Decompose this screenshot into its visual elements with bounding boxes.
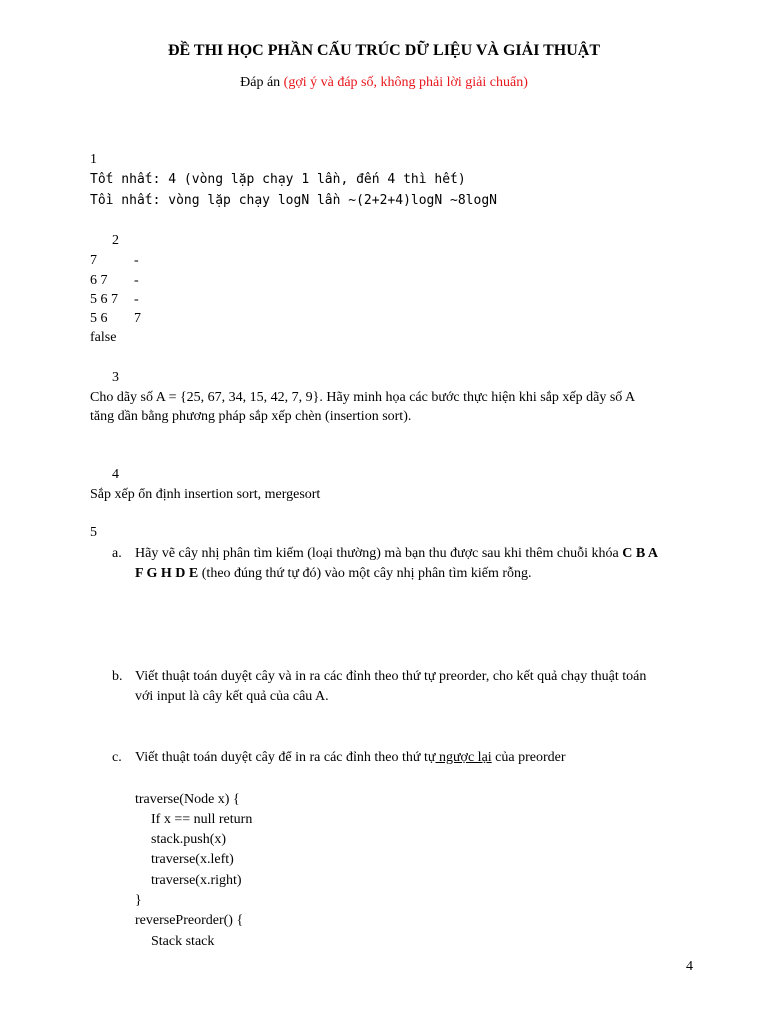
answer-note: (gợi ý và đáp số, không phải lời giải chuẩn) bbox=[283, 75, 528, 90]
question-3-text-line-1: Cho dãy số A = {25, 67, 34, 15, 42, 7, 9}. Hãy minh họa các bước thực hiện khi sắp xếp dãy số A bbox=[90, 390, 636, 405]
question-5c-line bbox=[135, 748, 566, 768]
code-line-8: Stack stack bbox=[151, 934, 215, 949]
question-2-row-4-a: 5 6 bbox=[90, 311, 108, 326]
answer-subtitle bbox=[0, 73, 768, 93]
question-5c-text: Viết thuật toán duyệt cây để in ra các đỉnh theo thứ tự bbox=[135, 750, 436, 765]
question-2-row-4-b: 7 bbox=[134, 311, 141, 326]
code-line-2: If x == null return bbox=[151, 812, 253, 827]
question-2-row-2-b: - bbox=[134, 273, 139, 288]
question-5-number: 5 bbox=[90, 525, 97, 540]
question-4-number: 4 bbox=[112, 467, 119, 482]
code-line-1: traverse(Node x) { bbox=[135, 792, 240, 807]
question-3-text-line-2: tăng dần bằng phương pháp sắp xếp chèn (insertion sort). bbox=[90, 409, 412, 424]
question-1-best-case: Tốt nhất: 4 (vòng lặp chạy 1 lần, đến 4 thì hết) bbox=[90, 172, 466, 187]
document-title: ĐỀ THI HỌC PHẦN CẤU TRÚC DỮ LIỆU VÀ GIẢI THUẬT bbox=[167, 42, 601, 59]
question-5a-line-2 bbox=[135, 564, 532, 584]
question-2-row-1-a: 7 bbox=[90, 253, 97, 268]
answer-prefix: Đáp án bbox=[240, 75, 284, 90]
question-5b-line-1: Viết thuật toán duyệt cây và in ra các đỉnh theo thứ tự preorder, cho kết quả chạy thuật toán bbox=[135, 669, 647, 684]
question-5c-text-post: của preorder bbox=[491, 750, 566, 765]
question-2-row-2-a: 6 7 bbox=[90, 273, 108, 288]
question-5a-text: Hãy vẽ cây nhị phân tìm kiếm (loại thường) mà bạn thu được sau khi thêm chuỗi khóa bbox=[135, 546, 623, 561]
question-2-result: false bbox=[90, 330, 117, 345]
code-line-3: stack.push(x) bbox=[151, 832, 227, 847]
question-5a-keys-1: C B A bbox=[622, 546, 659, 561]
question-2-row-1-b: - bbox=[134, 253, 139, 268]
question-5a-line-1 bbox=[135, 544, 658, 564]
code-line-7: reversePreorder() { bbox=[135, 913, 244, 928]
question-5a-label: a. bbox=[112, 546, 122, 561]
question-5c-underline: ngược lại bbox=[435, 750, 492, 765]
question-1-worst-case: Tồi nhất: vòng lặp chạy logN lần ~(2+2+4)logN ~8logN bbox=[90, 193, 497, 208]
question-5b-line-2: với input là cây kết quả của câu A. bbox=[135, 689, 329, 704]
question-5a-keys-2: F G H D E bbox=[135, 566, 199, 581]
question-2-number: 2 bbox=[112, 233, 119, 248]
page-number: 4 bbox=[686, 959, 693, 974]
question-3-number: 3 bbox=[112, 370, 119, 385]
question-5b-label: b. bbox=[112, 669, 123, 684]
code-line-4: traverse(x.left) bbox=[151, 852, 234, 867]
question-4-answer: Sắp xếp ổn định insertion sort, mergesort bbox=[90, 487, 321, 502]
question-2-row-3-a: 5 6 7 bbox=[90, 292, 118, 307]
question-5a-text-2: (theo đúng thứ tự đó) vào một cây nhị phân tìm kiếm rỗng. bbox=[198, 566, 532, 581]
question-5c-label: c. bbox=[112, 750, 122, 765]
code-line-6: } bbox=[135, 893, 142, 908]
code-line-5: traverse(x.right) bbox=[151, 873, 242, 888]
question-2-row-3-b: - bbox=[134, 292, 139, 307]
question-1-number: 1 bbox=[90, 152, 97, 167]
